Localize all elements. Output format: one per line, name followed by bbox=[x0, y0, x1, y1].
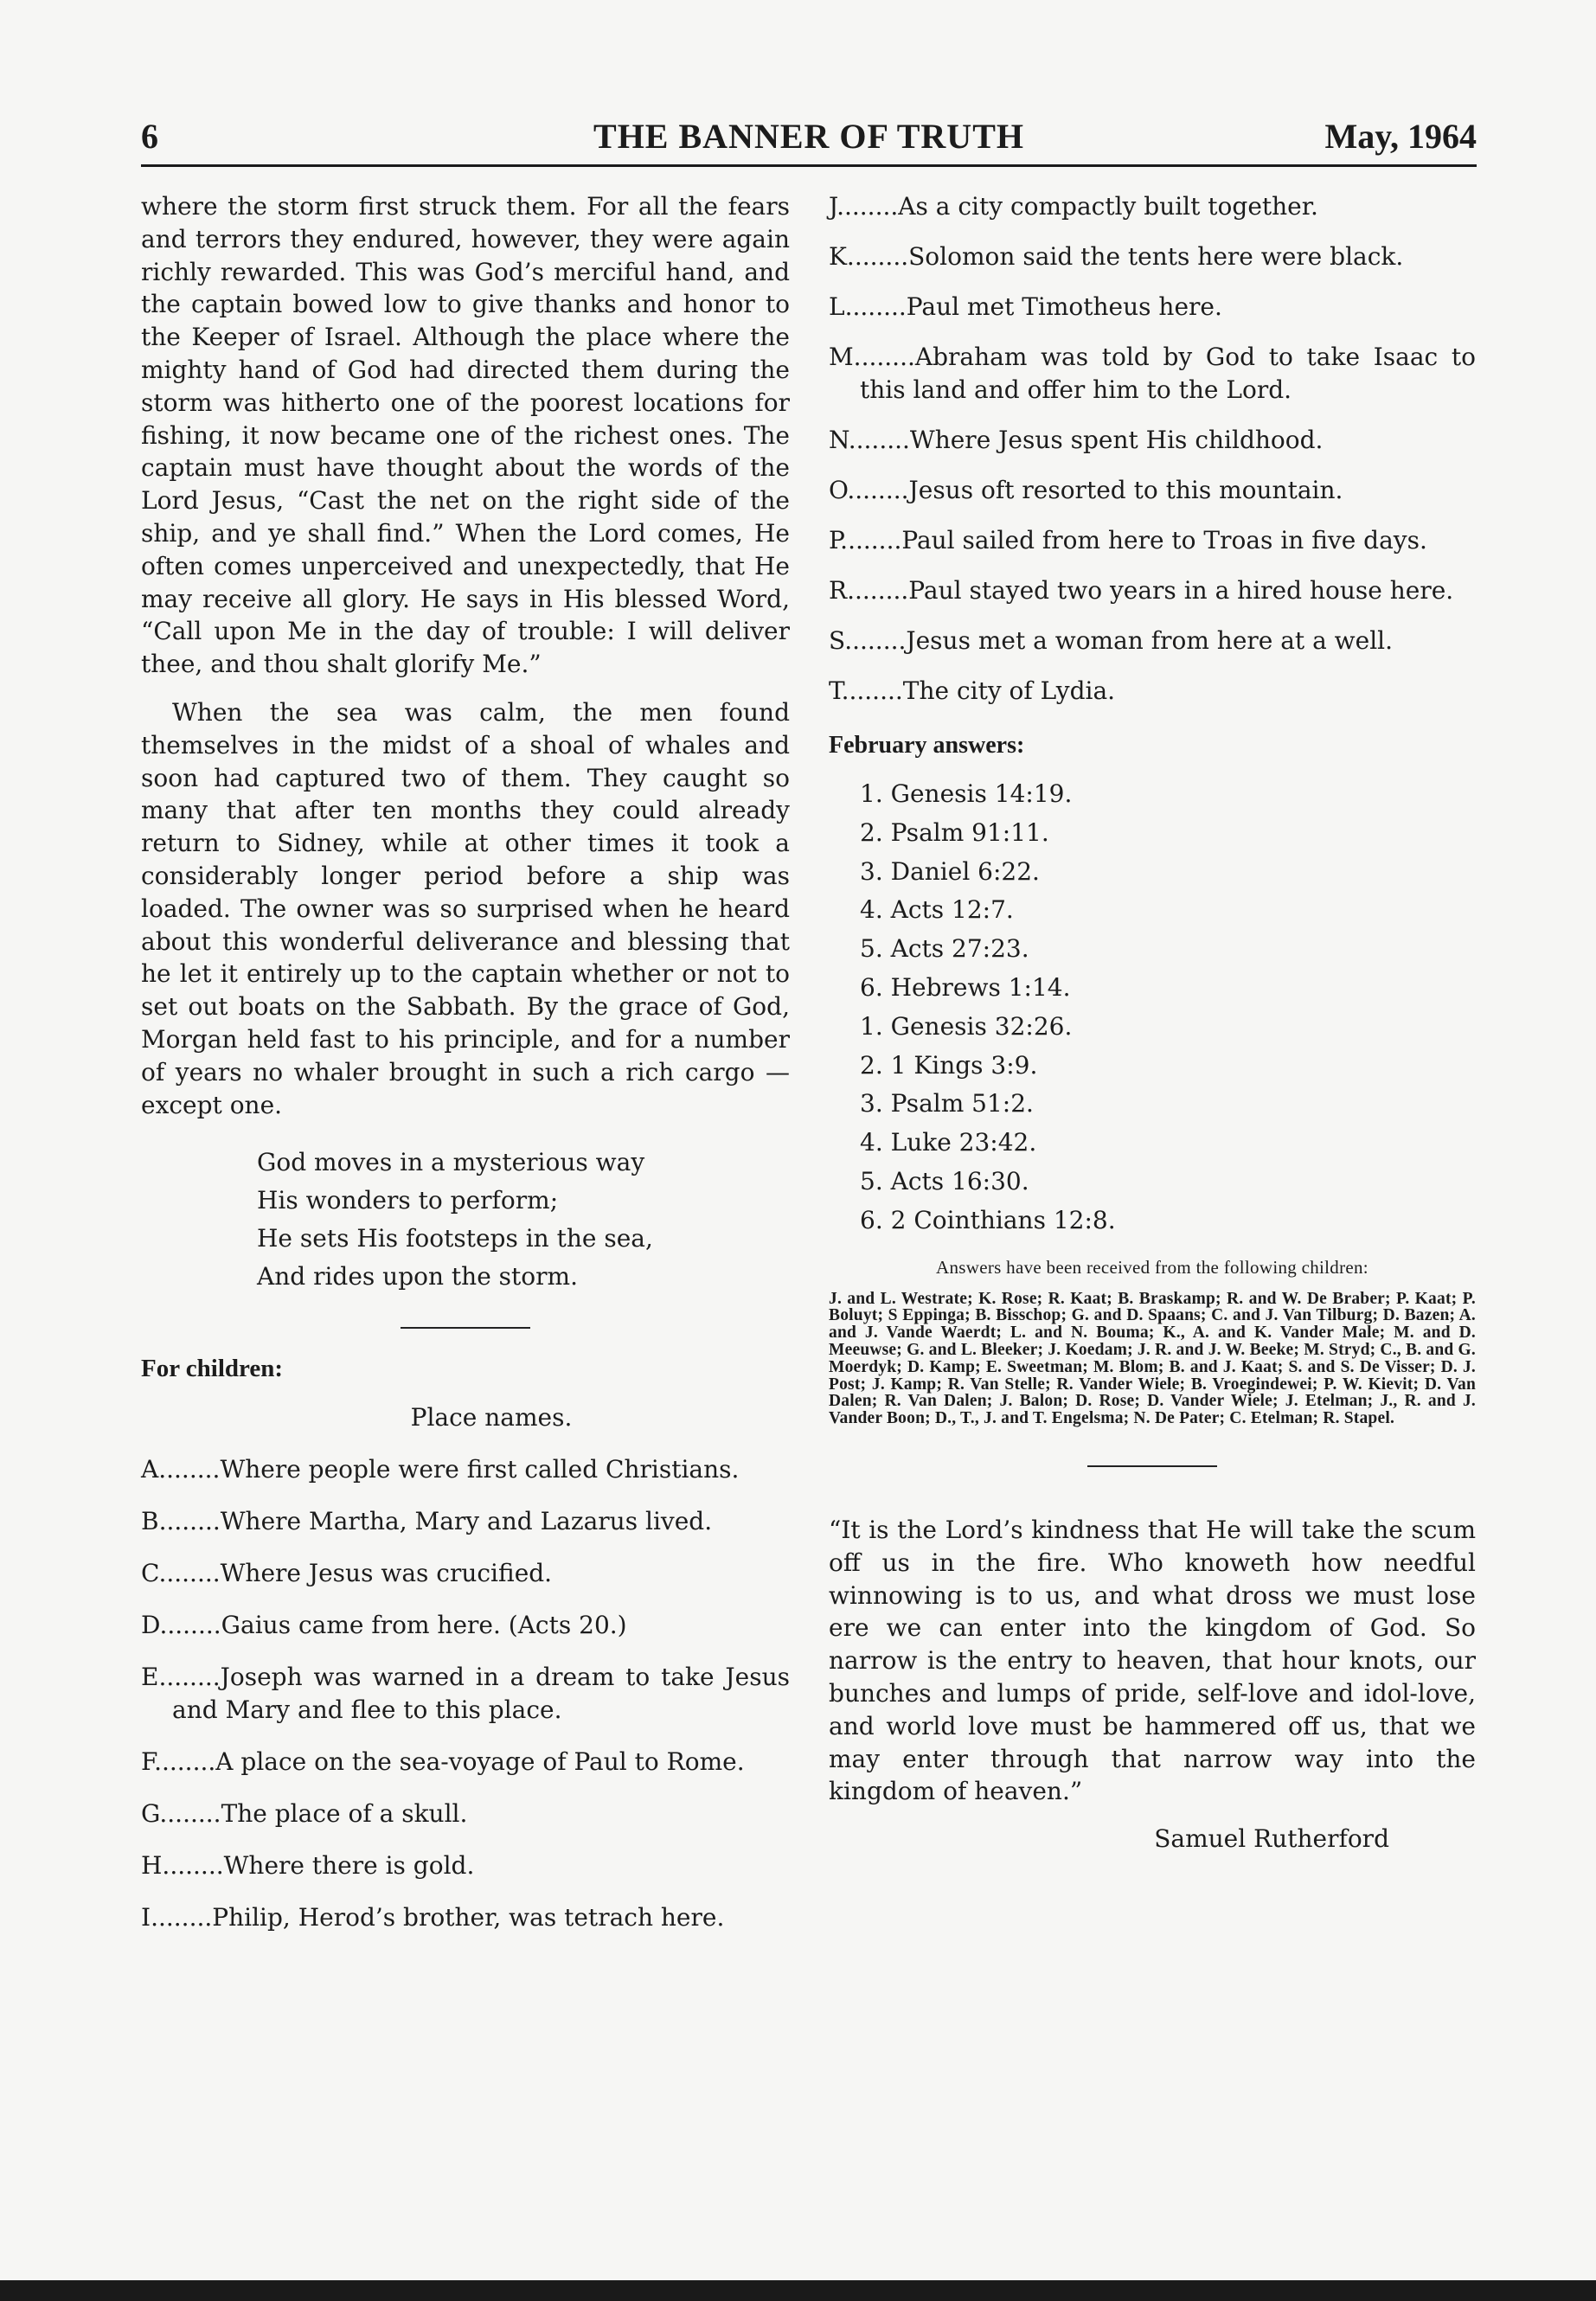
question-text: Philip, Herod’s brother, was tetrach here. bbox=[212, 1903, 725, 1932]
poem-line: He sets His footsteps in the sea, bbox=[257, 1224, 653, 1253]
question-letter: T bbox=[829, 676, 842, 705]
question-letter: I bbox=[141, 1903, 151, 1932]
quiz-question bbox=[141, 1746, 790, 1779]
question-text: Where Martha, Mary and Lazarus lived. bbox=[220, 1507, 713, 1536]
question-letter: F bbox=[141, 1747, 155, 1777]
question-text: Where Jesus was crucified. bbox=[220, 1559, 553, 1588]
leader-dots: ........ bbox=[159, 1799, 221, 1829]
answers-heading: February answers: bbox=[829, 732, 1025, 759]
quiz-question bbox=[141, 1798, 790, 1830]
quiz-question bbox=[141, 1505, 790, 1538]
closing-quote: “It is the Lord’s kindness that He will take the scum off us in the fire. Who knoweth how needful winnowing is to us, and what dross we must lose ere we can enter into the kingdom of God. So narrow is the entry to heaven, that hour knots, our bunches and lumps of pride, self-love and idol-love, and world love must be hammered off us, that we may enter through that narrow way into the kingdom of heaven.” bbox=[829, 1515, 1476, 1806]
leader-dots: ........ bbox=[846, 242, 909, 271]
question-letter: L bbox=[829, 292, 845, 321]
question-letter: B bbox=[141, 1507, 159, 1536]
poem bbox=[257, 1144, 790, 1296]
quiz-question bbox=[141, 1661, 790, 1727]
leader-dots: ........ bbox=[158, 1507, 221, 1536]
poem-line: God moves in a mysterious way bbox=[257, 1148, 645, 1177]
question-text: Solomon said the tents here were black. bbox=[908, 242, 1404, 271]
children-heading: For children: bbox=[141, 1355, 284, 1383]
quiz-question bbox=[141, 1849, 790, 1882]
quiz-question bbox=[141, 1901, 790, 1934]
question-text: Jesus met a woman from here at a well. bbox=[906, 626, 1394, 655]
leader-dots: ........ bbox=[151, 1903, 213, 1932]
question-letter: H bbox=[141, 1851, 163, 1881]
story-paragraph: When the sea was calm, the men found themselves in the midst of a shoal of whales and soon had captured two of them. They caught so many that after ten months they could already return to Sidney, while at other times it took a considerably longer period before a ship was loaded. The owner was so surprised when he heard about this wonderful deliverance and blessing that he let it entirely up to the captain whether or not to set out boats on the Sabbath. By the grace of God, Morgan held fast to his principle, and for a number of years no whaler brought in such a rich cargo — except one. bbox=[141, 697, 790, 1119]
question-letter: A bbox=[141, 1455, 159, 1484]
question-text: Where Jesus spent His childhood. bbox=[909, 426, 1324, 454]
scan-bottom-edge bbox=[0, 2280, 1596, 2301]
issue-date: May, 1964 bbox=[1324, 117, 1477, 156]
question-letter: G bbox=[141, 1799, 160, 1829]
quiz-subheading: Place names. bbox=[410, 1403, 573, 1433]
quiz-question bbox=[829, 341, 1476, 407]
section-divider bbox=[1087, 1465, 1217, 1467]
question-letter: J bbox=[829, 192, 837, 221]
answer-item: 5. Acts 27:23. bbox=[860, 934, 1029, 964]
question-text: Gaius came from here. (Acts 20.) bbox=[221, 1611, 627, 1640]
question-letter: C bbox=[141, 1559, 159, 1588]
leader-dots: ........ bbox=[840, 526, 902, 554]
question-text: The city of Lydia. bbox=[902, 676, 1116, 705]
answer-item: 6. 2 Cointhians 12:8. bbox=[860, 1205, 1116, 1234]
answer-item: 1. Genesis 14:19. bbox=[860, 779, 1073, 808]
children-note: Answers have been received from the following children: bbox=[936, 1256, 1368, 1278]
quiz-question bbox=[141, 1557, 790, 1590]
answer-item: 4. Acts 12:7. bbox=[860, 895, 1014, 925]
leader-dots: ........ bbox=[159, 1611, 221, 1640]
question-letter: S bbox=[829, 626, 845, 655]
question-letter: D bbox=[141, 1611, 160, 1640]
question-text: Where people were first called Christians. bbox=[220, 1455, 740, 1484]
leader-dots: ........ bbox=[853, 343, 915, 371]
question-text: Paul stayed two years in a hired house here. bbox=[908, 576, 1454, 605]
quiz-question bbox=[141, 1453, 790, 1486]
question-text: As a city compactly built together. bbox=[898, 192, 1318, 221]
question-text: Abraham was told by God to take Isaac to this land and offer him to the Lord. bbox=[860, 343, 1476, 404]
answer-item: 2. Psalm 91:11. bbox=[860, 817, 1049, 847]
quiz-question bbox=[829, 574, 1476, 607]
question-letter: R bbox=[829, 576, 848, 605]
question-letter: M bbox=[829, 343, 854, 371]
quiz-question bbox=[829, 424, 1476, 457]
page-number: 6 bbox=[141, 117, 158, 156]
section-divider bbox=[401, 1327, 530, 1329]
quiz-question bbox=[141, 1609, 790, 1642]
quiz-question bbox=[829, 625, 1476, 657]
question-text: Paul sailed from here to Troas in five days. bbox=[901, 526, 1427, 554]
leader-dots: ........ bbox=[158, 1559, 221, 1588]
leader-dots: ........ bbox=[844, 626, 907, 655]
question-letter: P bbox=[829, 526, 841, 554]
question-text: A place on the sea-voyage of Paul to Rome. bbox=[215, 1747, 745, 1777]
question-text: Jesus oft resorted to this mountain. bbox=[908, 476, 1343, 504]
question-letter: E bbox=[141, 1663, 159, 1692]
leader-dots: ........ bbox=[154, 1747, 216, 1777]
leader-dots: ........ bbox=[158, 1455, 221, 1484]
poem-line: His wonders to perform; bbox=[257, 1186, 559, 1215]
leader-dots: ........ bbox=[848, 426, 910, 454]
answer-item: 2. 1 Kings 3:9. bbox=[860, 1050, 1038, 1080]
question-text: Where there is gold. bbox=[223, 1851, 475, 1881]
leader-dots: ........ bbox=[844, 292, 907, 321]
quote-author: Samuel Rutherford bbox=[1154, 1824, 1389, 1854]
question-letter: O bbox=[829, 476, 848, 504]
quiz-question bbox=[829, 474, 1476, 507]
leader-dots: ........ bbox=[847, 476, 909, 504]
answer-item: 5. Acts 16:30. bbox=[860, 1166, 1029, 1195]
answer-item: 3. Psalm 51:2. bbox=[860, 1089, 1034, 1118]
answer-item: 4. Luke 23:42. bbox=[860, 1128, 1037, 1157]
page-header bbox=[141, 114, 1477, 167]
answer-item: 3. Daniel 6:22. bbox=[860, 856, 1040, 886]
question-letter: N bbox=[829, 426, 849, 454]
question-text: Joseph was warned in a dream to take Jesus and Mary and flee to this place. bbox=[172, 1663, 790, 1725]
leader-dots: ........ bbox=[847, 576, 909, 605]
answer-list bbox=[829, 775, 1476, 1240]
poem-line: And rides upon the storm. bbox=[257, 1262, 578, 1292]
leader-dots: ........ bbox=[158, 1663, 221, 1692]
quiz-question bbox=[829, 524, 1476, 557]
leader-dots: ........ bbox=[841, 676, 903, 705]
children-names: J. and L. Westrate; K. Rose; R. Kaat; B. Braskamp; R. and W. De Braber; P. Kaat; P. Boluyt; S Eppinga; B. Bisschop; G. and D. Spaans; C. and J. Van Tilburg; D. Bazen; A. and J. Vande Waerdt; L. and N. Bouma; K., A. and K. Vander Male; M. and D. Meeuwse; G. and L. Bleeker; J. Koedam; J. R. and J. W. Beeke; M. Stryd; C., B. and G. Moerdyk; D. Kamp; E. Sweetman; M. Blom; B. and J. Kaat; S. and S. De Visser; D. J. Post; J. Kamp; R. Van Stelle; R. Vander Wiele; B. Vroegindewei; P. W. Kievit; D. Van Dalen; R. Van Dalen; J. Balon; D. Rose; D. Vander Wiele; J. Etelman; J., R. and J. Vander Boon; D., T., J. and T. Engelsma; N. De Pater; C. Etelman; R. Stapel. bbox=[829, 1289, 1476, 1428]
leader-dots: ........ bbox=[836, 192, 899, 221]
question-letter: K bbox=[829, 242, 847, 271]
publication-title: THE BANNER OF TRUTH bbox=[593, 117, 1024, 156]
left-column bbox=[141, 190, 790, 1934]
leader-dots: ........ bbox=[162, 1851, 224, 1881]
quiz-question bbox=[829, 240, 1476, 273]
answer-item: 1. Genesis 32:26. bbox=[860, 1011, 1073, 1041]
question-text: Paul met Timotheus here. bbox=[906, 292, 1222, 321]
right-column bbox=[829, 190, 1476, 1855]
quiz-question bbox=[829, 190, 1476, 223]
question-text: The place of a skull. bbox=[221, 1799, 468, 1829]
answer-item: 6. Hebrews 1:14. bbox=[860, 972, 1071, 1002]
quiz-question bbox=[829, 675, 1476, 708]
story-paragraph: where the storm first struck them. For all the fears and terrors they endured, however, they were again richly rewarded. This was God’s merciful hand, and the captain bowed low to give thanks and honor to the Keeper of Israel. Although the place where the mighty hand of God had directed them during the storm was hitherto one of the poorest locations for fishing, it now became one of the richest ones. The captain must have thought about the words of the Lord Jesus, “Cast the net on the right side of the ship, and ye shall find.” When the Lord comes, He often comes unperceived and unexpectedly, that He may receive all glory. He says in His blessed Word, “Call upon Me in the day of trouble: I will deliver thee, and thou shalt glorify Me.” bbox=[141, 192, 790, 679]
quiz-question bbox=[829, 291, 1476, 324]
